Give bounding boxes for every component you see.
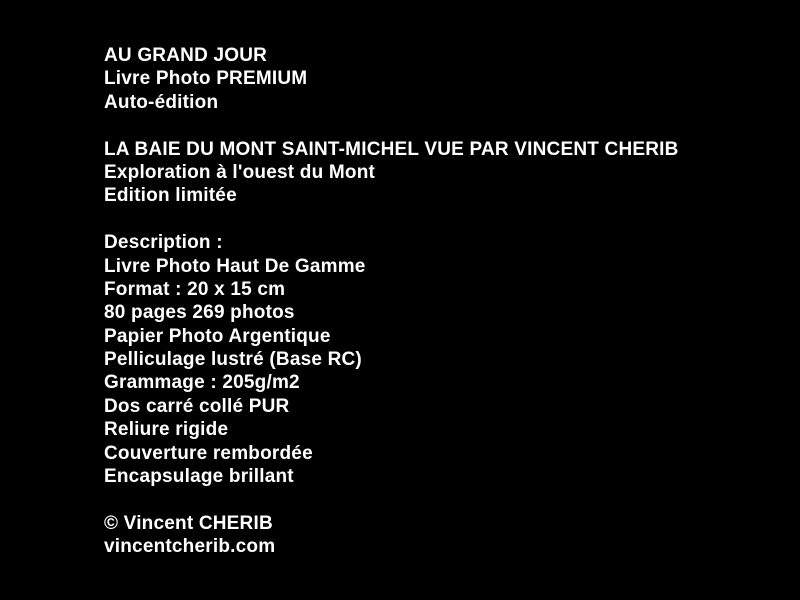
- description-heading: Description :: [104, 232, 223, 254]
- description-block: [104, 231, 679, 488]
- description-item-cover: Couverture rembordée: [104, 442, 313, 464]
- description-item-encapsulation: Encapsulage brillant: [104, 466, 294, 488]
- description-item-lamination: Pelliculage lustré (Base RC): [104, 349, 362, 371]
- copyright-text: © Vincent CHERIB: [104, 512, 273, 534]
- book-subtitle: Exploration à l'ouest du Mont: [104, 161, 376, 183]
- description-item-binding-rigid: Reliure rigide: [104, 419, 229, 441]
- description-item-quality: Livre Photo Haut De Gamme: [104, 255, 366, 277]
- description-item-format: Format : 20 x 15 cm: [104, 278, 286, 300]
- description-item-paper: Papier Photo Argentique: [104, 325, 331, 347]
- product-type: Livre Photo PREMIUM: [104, 68, 308, 90]
- book-edition: Edition limitée: [104, 185, 237, 207]
- footer-block: [104, 512, 679, 559]
- website-text: vincentcherib.com: [104, 536, 276, 558]
- publisher-block: [104, 44, 679, 114]
- description-item-binding-glue: Dos carré collé PUR: [104, 395, 290, 417]
- edition-type: Auto-édition: [104, 91, 219, 113]
- book-title: LA BAIE DU MONT SAINT-MICHEL VUE PAR VINCENT CHERIB: [104, 138, 679, 160]
- publisher-name: AU GRAND JOUR: [104, 45, 268, 66]
- description-item-weight: Grammage : 205g/m2: [104, 372, 300, 394]
- description-item-pages-photos: 80 pages 269 photos: [104, 302, 295, 324]
- book-title-block: [104, 138, 679, 208]
- slide-text-content: [104, 44, 679, 559]
